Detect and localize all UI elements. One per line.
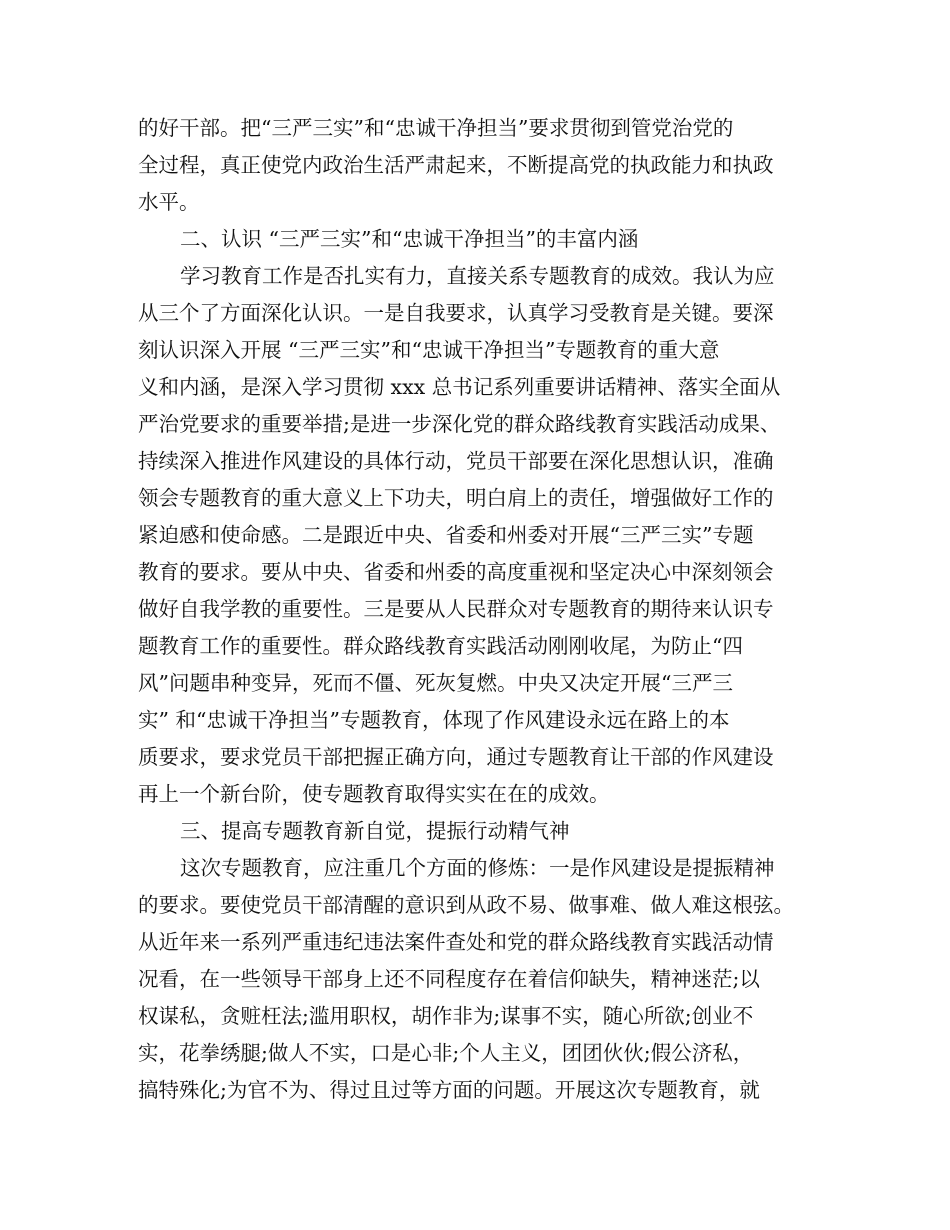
text-line: 风”问题串种变异，死而不僵、死灰复燃。中央又决定开展“三严三 xyxy=(138,671,733,695)
section-heading: 二、认识 “三严三实”和“忠诚干净担当”的丰富内涵 xyxy=(180,227,639,251)
text-line: 领会专题教育的重大意义上下功夫，明白肩上的责任，增强做好工作的 xyxy=(138,486,774,510)
text-line: 全过程，真正使党内政治生活严肃起来，不断提高党的执政能力和执政 xyxy=(138,153,774,177)
text-line: 质要求，要求党员干部把握正确方向，通过专题教育让干部的作风建设 xyxy=(138,745,774,769)
text-line: 教育的要求。要从中央、省委和州委的高度重视和坚定决心中深刻领会 xyxy=(138,560,774,584)
section-heading: 三、提高专题教育新自觉，提振行动精气神 xyxy=(180,819,570,843)
text-line: 再上一个新台阶，使专题教育取得实实在在的成效。 xyxy=(138,782,610,806)
text-line: 题教育工作的重要性。群众路线教育实践活动刚刚收尾，为防止“四 xyxy=(138,634,743,658)
text-line: 学习教育工作是否扎实有力，直接关系专题教育的成效。我认为应 xyxy=(180,264,775,288)
text-line: 从三个了方面深化认识。一是自我要求，认真学习受教育是关键。要深 xyxy=(138,301,774,325)
text-line: 权谋私，贪赃枉法;滥用职权，胡作非为;谋事不实，随心所欲;创业不 xyxy=(138,1004,754,1028)
text-line: 做好自我学教的重要性。三是要从人民群众对专题教育的期待来认识专 xyxy=(138,597,774,621)
text-line: 的要求。要使党员干部清醒的意识到从政不易、做事难、做人难这根弦。 xyxy=(138,893,794,917)
text-line: 严治党要求的重要举措;是进一步深化党的群众路线教育实践活动成果、 xyxy=(138,412,781,436)
text-line: 从近年来一系列严重违纪违法案件查处和党的群众路线教育实践活动情 xyxy=(138,930,774,954)
text-line: 紧迫感和使命感。二是跟近中央、省委和州委对开展“三严三实”专题 xyxy=(138,523,754,547)
text-line: 的好干部。把“三严三实”和“忠诚干净担当”要求贯彻到管党治党的 xyxy=(138,116,734,140)
text-line: 这次专题教育，应注重几个方面的修炼：一是作风建设是提振精神 xyxy=(180,856,775,880)
text-line: 刻认识深入开展 “三严三实”和“忠诚干净担当”专题教育的重大意 xyxy=(138,338,720,362)
text-line: 搞特殊化;为官不为、得过且过等方面的问题。开展这次专题教育，就 xyxy=(138,1078,760,1102)
text-line: 实” 和“忠诚干净担当”专题教育，体现了作风建设永远在路上的本 xyxy=(138,708,730,732)
text-line: 持续深入推进作风建设的具体行动，党员干部要在深化思想认识，准确 xyxy=(138,449,774,473)
text-line: 水平。 xyxy=(138,190,200,214)
text-line: 况看，在一些领导干部身上还不同程度存在着信仰缺失，精神迷茫;以 xyxy=(138,967,760,991)
text-line: 实，花拳绣腿;做人不实，口是心非;个人主义，团团伙伙;假公济私， xyxy=(138,1041,754,1065)
text-line: 义和内涵，是深入学习贯彻 xxx 总书记系列重要讲话精神、落实全面从 xyxy=(138,375,781,399)
